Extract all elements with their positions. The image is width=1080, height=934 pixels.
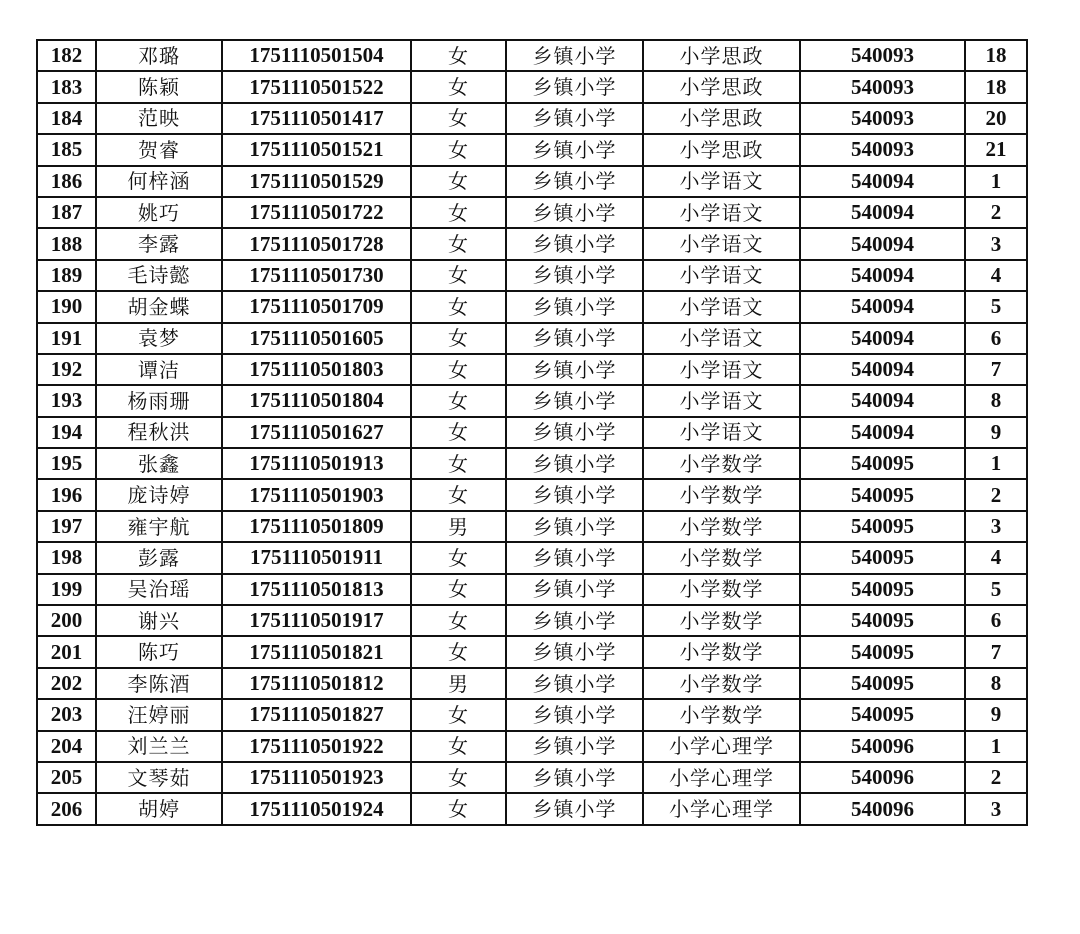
cell-name: 刘兰兰 [96, 731, 222, 762]
cell-rank: 7 [965, 354, 1027, 385]
cell-seq: 204 [37, 731, 96, 762]
candidate-table [36, 39, 1028, 826]
cell-seq: 190 [37, 291, 96, 322]
table-row [37, 699, 1027, 730]
cell-position-code: 540096 [800, 793, 965, 824]
cell-position-code: 540094 [800, 197, 965, 228]
cell-school-type: 乡镇小学 [506, 668, 643, 699]
cell-seq: 201 [37, 636, 96, 667]
cell-name: 何梓涵 [96, 166, 222, 197]
table-row [37, 103, 1027, 134]
cell-rank: 9 [965, 699, 1027, 730]
cell-name: 邓璐 [96, 40, 222, 71]
cell-school-type: 乡镇小学 [506, 260, 643, 291]
cell-name: 胡婷 [96, 793, 222, 824]
cell-rank: 18 [965, 71, 1027, 102]
cell-position-code: 540094 [800, 323, 965, 354]
cell-position-code: 540094 [800, 291, 965, 322]
cell-position-code: 540093 [800, 71, 965, 102]
table-row [37, 605, 1027, 636]
cell-seq: 187 [37, 197, 96, 228]
cell-gender: 女 [411, 385, 506, 416]
cell-gender: 女 [411, 448, 506, 479]
table-row [37, 479, 1027, 510]
cell-rank: 18 [965, 40, 1027, 71]
cell-school-type: 乡镇小学 [506, 134, 643, 165]
cell-gender: 女 [411, 40, 506, 71]
cell-exam-id: 1751110501913 [222, 448, 411, 479]
cell-rank: 4 [965, 542, 1027, 573]
cell-seq: 197 [37, 511, 96, 542]
cell-subject: 小学思政 [643, 71, 800, 102]
cell-rank: 8 [965, 385, 1027, 416]
cell-subject: 小学思政 [643, 40, 800, 71]
table-row [37, 448, 1027, 479]
cell-name: 姚巧 [96, 197, 222, 228]
cell-position-code: 540094 [800, 260, 965, 291]
cell-school-type: 乡镇小学 [506, 417, 643, 448]
cell-subject: 小学语文 [643, 197, 800, 228]
cell-position-code: 540093 [800, 40, 965, 71]
cell-gender: 女 [411, 417, 506, 448]
cell-name: 汪婷丽 [96, 699, 222, 730]
cell-school-type: 乡镇小学 [506, 385, 643, 416]
cell-position-code: 540095 [800, 542, 965, 573]
cell-school-type: 乡镇小学 [506, 448, 643, 479]
cell-seq: 198 [37, 542, 96, 573]
cell-rank: 5 [965, 574, 1027, 605]
cell-seq: 182 [37, 40, 96, 71]
cell-seq: 188 [37, 228, 96, 259]
table-row [37, 260, 1027, 291]
cell-position-code: 540095 [800, 605, 965, 636]
cell-seq: 200 [37, 605, 96, 636]
table-row [37, 385, 1027, 416]
cell-gender: 女 [411, 699, 506, 730]
table-row [37, 762, 1027, 793]
cell-school-type: 乡镇小学 [506, 197, 643, 228]
cell-school-type: 乡镇小学 [506, 71, 643, 102]
cell-rank: 8 [965, 668, 1027, 699]
cell-subject: 小学语文 [643, 417, 800, 448]
cell-exam-id: 1751110501924 [222, 793, 411, 824]
cell-subject: 小学数学 [643, 479, 800, 510]
cell-exam-id: 1751110501803 [222, 354, 411, 385]
cell-rank: 1 [965, 731, 1027, 762]
cell-gender: 女 [411, 793, 506, 824]
cell-subject: 小学语文 [643, 166, 800, 197]
cell-school-type: 乡镇小学 [506, 731, 643, 762]
cell-name: 杨雨珊 [96, 385, 222, 416]
cell-exam-id: 1751110501728 [222, 228, 411, 259]
cell-gender: 男 [411, 668, 506, 699]
cell-seq: 202 [37, 668, 96, 699]
cell-rank: 2 [965, 197, 1027, 228]
cell-position-code: 540094 [800, 166, 965, 197]
cell-school-type: 乡镇小学 [506, 699, 643, 730]
cell-subject: 小学思政 [643, 103, 800, 134]
cell-name: 毛诗懿 [96, 260, 222, 291]
cell-exam-id: 1751110501730 [222, 260, 411, 291]
cell-seq: 189 [37, 260, 96, 291]
cell-rank: 3 [965, 511, 1027, 542]
table-row [37, 354, 1027, 385]
table-row [37, 417, 1027, 448]
cell-rank: 2 [965, 479, 1027, 510]
cell-subject: 小学数学 [643, 605, 800, 636]
cell-school-type: 乡镇小学 [506, 40, 643, 71]
cell-subject: 小学心理学 [643, 793, 800, 824]
cell-exam-id: 1751110501529 [222, 166, 411, 197]
cell-school-type: 乡镇小学 [506, 542, 643, 573]
cell-exam-id: 1751110501821 [222, 636, 411, 667]
cell-gender: 女 [411, 103, 506, 134]
cell-name: 张鑫 [96, 448, 222, 479]
cell-gender: 女 [411, 762, 506, 793]
table-row [37, 134, 1027, 165]
table-row [37, 291, 1027, 322]
cell-exam-id: 1751110501917 [222, 605, 411, 636]
table-row [37, 511, 1027, 542]
cell-subject: 小学数学 [643, 636, 800, 667]
cell-subject: 小学心理学 [643, 762, 800, 793]
cell-seq: 185 [37, 134, 96, 165]
cell-exam-id: 1751110501812 [222, 668, 411, 699]
cell-subject: 小学语文 [643, 323, 800, 354]
cell-subject: 小学心理学 [643, 731, 800, 762]
cell-subject: 小学数学 [643, 448, 800, 479]
cell-subject: 小学思政 [643, 134, 800, 165]
cell-gender: 女 [411, 71, 506, 102]
cell-position-code: 540095 [800, 448, 965, 479]
cell-subject: 小学数学 [643, 668, 800, 699]
cell-rank: 3 [965, 793, 1027, 824]
cell-name: 陈颖 [96, 71, 222, 102]
table-row [37, 636, 1027, 667]
cell-position-code: 540096 [800, 731, 965, 762]
cell-gender: 女 [411, 323, 506, 354]
cell-exam-id: 1751110501911 [222, 542, 411, 573]
table-row [37, 542, 1027, 573]
cell-gender: 女 [411, 479, 506, 510]
cell-subject: 小学数学 [643, 574, 800, 605]
cell-exam-id: 1751110501417 [222, 103, 411, 134]
cell-school-type: 乡镇小学 [506, 793, 643, 824]
cell-subject: 小学语文 [643, 228, 800, 259]
cell-position-code: 540095 [800, 574, 965, 605]
cell-gender: 女 [411, 731, 506, 762]
cell-gender: 女 [411, 134, 506, 165]
cell-exam-id: 1751110501922 [222, 731, 411, 762]
cell-name: 李陈酒 [96, 668, 222, 699]
table-body [37, 40, 1027, 825]
table-row [37, 731, 1027, 762]
cell-position-code: 540096 [800, 762, 965, 793]
cell-subject: 小学数学 [643, 542, 800, 573]
cell-seq: 183 [37, 71, 96, 102]
cell-position-code: 540095 [800, 636, 965, 667]
cell-name: 庞诗婷 [96, 479, 222, 510]
cell-exam-id: 1751110501813 [222, 574, 411, 605]
cell-gender: 女 [411, 260, 506, 291]
cell-rank: 6 [965, 323, 1027, 354]
cell-seq: 206 [37, 793, 96, 824]
cell-position-code: 540095 [800, 699, 965, 730]
cell-rank: 1 [965, 448, 1027, 479]
cell-gender: 女 [411, 166, 506, 197]
table-row [37, 574, 1027, 605]
cell-position-code: 540094 [800, 354, 965, 385]
cell-name: 文琴茹 [96, 762, 222, 793]
cell-subject: 小学数学 [643, 511, 800, 542]
cell-school-type: 乡镇小学 [506, 574, 643, 605]
cell-position-code: 540095 [800, 479, 965, 510]
cell-gender: 女 [411, 228, 506, 259]
cell-seq: 192 [37, 354, 96, 385]
cell-rank: 9 [965, 417, 1027, 448]
cell-seq: 184 [37, 103, 96, 134]
cell-name: 彭露 [96, 542, 222, 573]
cell-name: 胡金蝶 [96, 291, 222, 322]
cell-gender: 女 [411, 542, 506, 573]
table-row [37, 40, 1027, 71]
cell-exam-id: 1751110501605 [222, 323, 411, 354]
cell-position-code: 540094 [800, 417, 965, 448]
cell-school-type: 乡镇小学 [506, 103, 643, 134]
cell-rank: 3 [965, 228, 1027, 259]
cell-name: 程秋洪 [96, 417, 222, 448]
cell-seq: 191 [37, 323, 96, 354]
cell-school-type: 乡镇小学 [506, 291, 643, 322]
cell-seq: 186 [37, 166, 96, 197]
cell-gender: 女 [411, 605, 506, 636]
cell-seq: 203 [37, 699, 96, 730]
cell-subject: 小学语文 [643, 385, 800, 416]
cell-seq: 193 [37, 385, 96, 416]
cell-position-code: 540094 [800, 228, 965, 259]
table-row [37, 793, 1027, 824]
cell-rank: 5 [965, 291, 1027, 322]
cell-name: 贺睿 [96, 134, 222, 165]
table-row [37, 323, 1027, 354]
cell-gender: 女 [411, 291, 506, 322]
cell-seq: 194 [37, 417, 96, 448]
cell-exam-id: 1751110501827 [222, 699, 411, 730]
cell-subject: 小学语文 [643, 291, 800, 322]
cell-gender: 女 [411, 197, 506, 228]
cell-rank: 1 [965, 166, 1027, 197]
cell-school-type: 乡镇小学 [506, 479, 643, 510]
cell-gender: 女 [411, 636, 506, 667]
cell-school-type: 乡镇小学 [506, 228, 643, 259]
cell-exam-id: 1751110501504 [222, 40, 411, 71]
cell-name: 李露 [96, 228, 222, 259]
cell-name: 谭洁 [96, 354, 222, 385]
cell-school-type: 乡镇小学 [506, 166, 643, 197]
cell-seq: 196 [37, 479, 96, 510]
cell-name: 吴治瑶 [96, 574, 222, 605]
cell-gender: 男 [411, 511, 506, 542]
cell-rank: 6 [965, 605, 1027, 636]
table-row [37, 71, 1027, 102]
cell-name: 范映 [96, 103, 222, 134]
cell-exam-id: 1751110501804 [222, 385, 411, 416]
cell-seq: 195 [37, 448, 96, 479]
cell-exam-id: 1751110501903 [222, 479, 411, 510]
cell-school-type: 乡镇小学 [506, 636, 643, 667]
cell-subject: 小学语文 [643, 260, 800, 291]
cell-subject: 小学数学 [643, 699, 800, 730]
cell-name: 陈巧 [96, 636, 222, 667]
table-row [37, 166, 1027, 197]
cell-exam-id: 1751110501522 [222, 71, 411, 102]
cell-position-code: 540093 [800, 103, 965, 134]
cell-school-type: 乡镇小学 [506, 323, 643, 354]
cell-subject: 小学语文 [643, 354, 800, 385]
cell-school-type: 乡镇小学 [506, 354, 643, 385]
cell-gender: 女 [411, 574, 506, 605]
cell-exam-id: 1751110501521 [222, 134, 411, 165]
cell-name: 谢兴 [96, 605, 222, 636]
table-row [37, 228, 1027, 259]
cell-position-code: 540093 [800, 134, 965, 165]
cell-exam-id: 1751110501709 [222, 291, 411, 322]
cell-gender: 女 [411, 354, 506, 385]
cell-position-code: 540095 [800, 511, 965, 542]
cell-rank: 4 [965, 260, 1027, 291]
cell-school-type: 乡镇小学 [506, 762, 643, 793]
cell-name: 袁梦 [96, 323, 222, 354]
cell-name: 雍宇航 [96, 511, 222, 542]
cell-rank: 7 [965, 636, 1027, 667]
cell-seq: 199 [37, 574, 96, 605]
cell-school-type: 乡镇小学 [506, 511, 643, 542]
cell-seq: 205 [37, 762, 96, 793]
cell-exam-id: 1751110501722 [222, 197, 411, 228]
cell-school-type: 乡镇小学 [506, 605, 643, 636]
table-row [37, 668, 1027, 699]
table-row [37, 197, 1027, 228]
cell-exam-id: 1751110501627 [222, 417, 411, 448]
cell-rank: 21 [965, 134, 1027, 165]
cell-rank: 2 [965, 762, 1027, 793]
cell-exam-id: 1751110501923 [222, 762, 411, 793]
cell-rank: 20 [965, 103, 1027, 134]
cell-exam-id: 1751110501809 [222, 511, 411, 542]
cell-position-code: 540095 [800, 668, 965, 699]
cell-position-code: 540094 [800, 385, 965, 416]
